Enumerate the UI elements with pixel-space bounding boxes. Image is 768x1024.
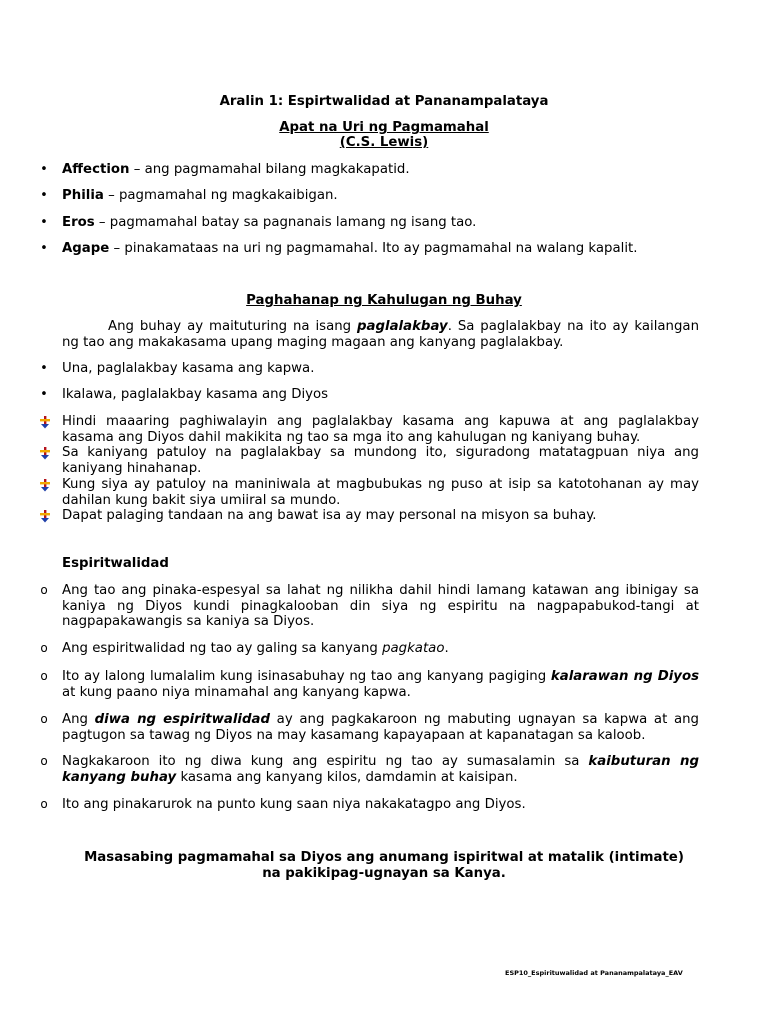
circle-bullet-icon: o xyxy=(40,712,48,726)
page-footer: ESP10_Espirituwalidad at Pananampalataya_EAV xyxy=(505,969,683,977)
spirit-heading: Espiritwalidad xyxy=(62,556,169,571)
list-item: Ito ang pinakarurok na punto kung saan niya nakakatagpo ang Diyos. xyxy=(62,797,526,812)
list-item: Ang diwa ng espiritwalidad ay ang pagkakaroon ng mabuting ugnayan sa kapwa at ang pagtugon sa tawag ng Diyos na may kasamang kapayapaan at kapanatagan sa kaloob. xyxy=(62,712,699,743)
list-item: Agape – pinakamataas na uri ng pagmamahal. Ito ay pagmamahal na walang kapalit. xyxy=(62,241,638,256)
love-subheading: (C.S. Lewis) xyxy=(339,135,429,150)
list-item: Ikalawa, paglalakbay kasama ang Diyos xyxy=(62,387,329,402)
list-item: Ang espiritwalidad ng tao ay galing sa kanyang pagkatao. xyxy=(62,641,449,656)
arrow-list-item: Kung siya ay patuloy na maniniwala at magbubukas ng puso at isip sa katotohanan ay may dahilan kung bakit siya umiiral sa mundo. xyxy=(62,477,699,508)
arrow-list-item: Dapat palaging tandaan na ang bawat isa ay may personal na misyon sa buhay. xyxy=(62,508,597,523)
closing-line-1: Masasabing pagmamahal sa Diyos ang anumang ispiritwal at matalik (intimate) xyxy=(84,850,684,865)
love-heading: Apat na Uri ng Pagmamahal xyxy=(279,120,489,135)
list-item: Una, paglalakbay kasama ang kapwa. xyxy=(62,361,315,376)
arrow-list-item: Sa kaniyang patuloy na paglalakbay sa mundong ito, siguradong matatagpuan niya ang kaniyang hinahanap. xyxy=(62,445,699,476)
bullet-icon: • xyxy=(40,215,48,230)
page-title: Aralin 1: Espirtwalidad at Pananampalataya xyxy=(219,94,549,109)
list-item: Ito ay lalong lumalalim kung isinasabuhay ng tao ang kanyang pagiging kalarawan ng Diyos at kung paano niya minamahal ang kanyang kapwa. xyxy=(62,669,700,700)
bullet-icon: • xyxy=(40,162,48,177)
arrow-bullet-icon xyxy=(38,446,52,460)
circle-bullet-icon: o xyxy=(40,797,48,811)
bullet-icon: • xyxy=(40,241,48,256)
circle-bullet-icon: o xyxy=(40,641,48,655)
list-item: Nagkakaroon ito ng diwa kung ang espiritu ng tao ay sumasalamin sa kaibuturan ng kanyang buhay kasama ang kanyang kilos, damdamin at kaisipan. xyxy=(62,754,699,785)
arrow-bullet-icon xyxy=(38,415,52,429)
circle-bullet-icon: o xyxy=(40,669,48,683)
closing-line-2: na pakikipag-ugnayan sa Kanya. xyxy=(262,866,506,881)
circle-bullet-icon: o xyxy=(40,583,48,597)
bullet-icon: • xyxy=(40,188,48,203)
list-item: Philia – pagmamahal ng magkakaibigan. xyxy=(62,188,338,203)
circle-bullet-icon: o xyxy=(40,754,48,768)
arrow-bullet-icon xyxy=(38,509,52,523)
list-item: Affection – ang pagmamahal bilang magkakapatid. xyxy=(62,162,410,177)
bullet-icon: • xyxy=(40,387,48,402)
intro-paragraph: Ang buhay ay maituturing na isang paglalakbay. Sa paglalakbay na ito ay kailangan ng tao ang makakasama upang maging magaan ang kanyang paglalakbay. xyxy=(62,319,699,350)
arrow-bullet-icon xyxy=(38,478,52,492)
list-item: Eros – pagmamahal batay sa pagnanais lamang ng isang tao. xyxy=(62,215,477,230)
arrow-list-item: Hindi maaaring paghiwalayin ang paglalakbay kasama ang kapuwa at ang paglalakbay kasama ang Diyos dahil makikita ng tao sa mga ito ang kahulugan ng kaniyang buhay. xyxy=(62,414,699,445)
bullet-icon: • xyxy=(40,361,48,376)
list-item: Ang tao ang pinaka-espesyal sa lahat ng nilikha dahil hindi lamang katawan ang ibinigay sa kaniya ng Diyos kundi pinagkalooban din siya ng espiritu na nagpapabukod-tangi at nagpapakawangis sa kaniya sa Diyos. xyxy=(62,583,699,629)
meaning-heading: Paghahanap ng Kahulugan ng Buhay xyxy=(246,293,522,308)
